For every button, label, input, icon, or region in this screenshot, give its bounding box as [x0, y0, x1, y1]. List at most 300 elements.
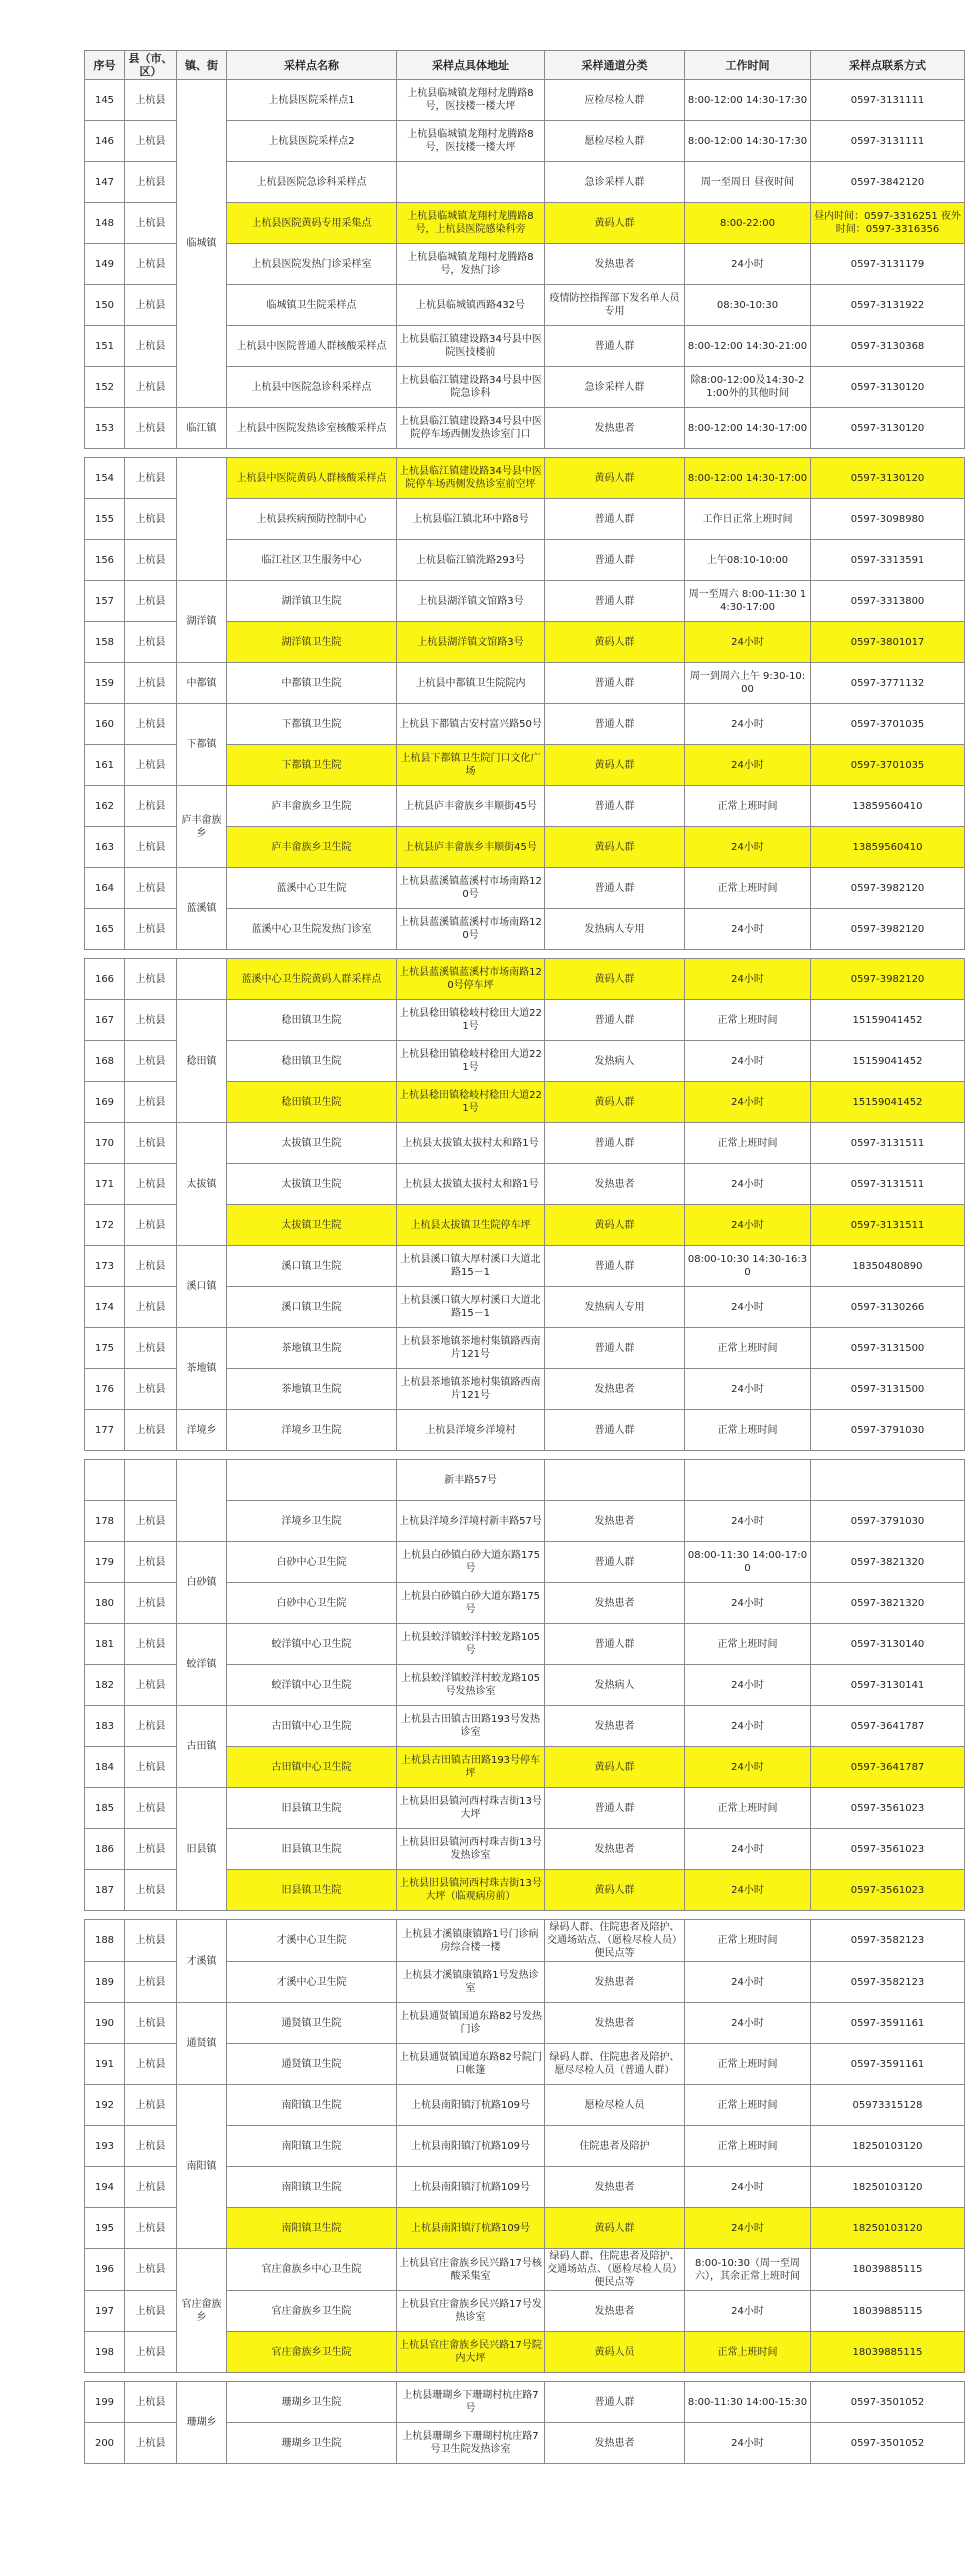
cell-county: 上杭县 [125, 868, 177, 909]
cell-no: 163 [85, 827, 125, 868]
section-gap [85, 950, 965, 959]
cell-phone: 0597-3501052 [811, 2382, 965, 2423]
cell-category: 普通人群 [545, 1246, 685, 1287]
cell-address: 上杭县临城镇龙翔村龙腾路8号，医技楼一楼大坪 [397, 80, 545, 121]
cell-no: 154 [85, 458, 125, 499]
cell-name: 上杭县医院发热门诊采样室 [227, 244, 397, 285]
cell-hours: 24小时 [685, 622, 811, 663]
table-row [85, 663, 965, 704]
cell-no: 145 [85, 80, 125, 121]
cell-hours: 工作日正常上班时间 [685, 499, 811, 540]
cell-county: 上杭县 [125, 2044, 177, 2085]
cell-hours: 08:30-10:30 [685, 285, 811, 326]
cell-no: 178 [85, 1501, 125, 1542]
cell-phone: 0597-3561023 [811, 1788, 965, 1829]
cell-county: 上杭县 [125, 704, 177, 745]
cell-hours: 正常上班时间 [685, 1328, 811, 1369]
table-row [85, 80, 965, 121]
cell-phone: 0597-3131179 [811, 244, 965, 285]
cell-phone: 18350480890 [811, 1246, 965, 1287]
cell-county: 上杭县 [125, 2291, 177, 2332]
cell-category: 黄码人群 [545, 1747, 685, 1788]
cell-address: 上杭县茶地镇茶地村集镇路西南片121号 [397, 1369, 545, 1410]
cell-address: 上杭县蛟洋镇蛟洋村蛟龙路105号 [397, 1624, 545, 1665]
cell-hours: 24小时 [685, 1706, 811, 1747]
table-header-row [85, 51, 965, 80]
cell-category: 发热患者 [545, 1583, 685, 1624]
cell-no: 146 [85, 121, 125, 162]
cell-no: 187 [85, 1870, 125, 1911]
cell-phone: 0597-3591161 [811, 2003, 965, 2044]
cell-category: 普通人群 [545, 1542, 685, 1583]
cell-category: 黄码人群 [545, 1870, 685, 1911]
cell-category: 普通人群 [545, 499, 685, 540]
cell-category: 发热患者 [545, 2423, 685, 2464]
cell-name: 珊瑚乡卫生院 [227, 2382, 397, 2423]
cell-phone: 0597-3982120 [811, 909, 965, 950]
cell-no: 149 [85, 244, 125, 285]
cell-name: 旧县镇卫生院 [227, 1829, 397, 1870]
cell-no: 185 [85, 1788, 125, 1829]
cell-no: 191 [85, 2044, 125, 2085]
section-gap [85, 449, 965, 458]
cell-address: 上杭县临江镇洗路293号 [397, 540, 545, 581]
cell-address: 上杭县蓝溪镇蓝溪村市场南路120号停车坪 [397, 959, 545, 1000]
cell-county: 上杭县 [125, 1246, 177, 1287]
cell-hours: 周一到周六上午 9:30-10:00 [685, 663, 811, 704]
cell-phone: 0597-3313591 [811, 540, 965, 581]
header-phone: 采样点联系方式 [811, 51, 965, 80]
cell-hours: 正常上班时间 [685, 1788, 811, 1829]
cell-county: 上杭县 [125, 408, 177, 449]
cell-county: 上杭县 [125, 827, 177, 868]
cell-no: 184 [85, 1747, 125, 1788]
cell-name: 庐丰畲族乡卫生院 [227, 786, 397, 827]
cell-category: 发热患者 [545, 2167, 685, 2208]
cell-address: 上杭县湖洋镇文馆路3号 [397, 581, 545, 622]
cell-category: 普通人群 [545, 663, 685, 704]
cell-hours: 24小时 [685, 1583, 811, 1624]
cell-no: 180 [85, 1583, 125, 1624]
cell-county: 上杭县 [125, 1665, 177, 1706]
table-row [85, 1624, 965, 1665]
cell-hours: 24小时 [685, 827, 811, 868]
cell-category: 发热病人专用 [545, 1287, 685, 1328]
cell-county: 上杭县 [125, 1287, 177, 1328]
cell-address: 上杭县太拔镇太拔村太和路1号 [397, 1164, 545, 1205]
cell-hours: 8:00-12:00 14:30-21:00 [685, 326, 811, 367]
cell-address: 上杭县旧县镇河西村珠吉街13号大坪 [397, 1788, 545, 1829]
cell-no [85, 1460, 125, 1501]
cell-name: 上杭县中医院发热诊室核酸采样点 [227, 408, 397, 449]
cell-town: 下都镇 [177, 704, 227, 786]
cell-town: 古田镇 [177, 1706, 227, 1788]
cell-address: 新丰路57号 [397, 1460, 545, 1501]
cell-address: 上杭县蓝溪镇蓝溪村市场南路120号 [397, 909, 545, 950]
cell-no: 152 [85, 367, 125, 408]
cell-phone: 15159041452 [811, 1041, 965, 1082]
cell-phone: 18039885115 [811, 2249, 965, 2291]
cell-address: 上杭县南阳镇汀杭路109号 [397, 2085, 545, 2126]
cell-category: 发热患者 [545, 408, 685, 449]
cell-name: 上杭县中医院普通人群核酸采样点 [227, 326, 397, 367]
cell-name: 南阳镇卫生院 [227, 2167, 397, 2208]
cell-address: 上杭县通贤镇国道东路82号发热门诊 [397, 2003, 545, 2044]
cell-no: 173 [85, 1246, 125, 1287]
cell-phone: 0597-3701035 [811, 745, 965, 786]
cell-county: 上杭县 [125, 1542, 177, 1583]
cell-category: 黄码人群 [545, 1205, 685, 1246]
cell-address: 上杭县稔田镇稔岐村稔田大道221号 [397, 1000, 545, 1041]
cell-county: 上杭县 [125, 1583, 177, 1624]
cell-address: 上杭县蓝溪镇蓝溪村市场南路120号 [397, 868, 545, 909]
cell-category: 发热患者 [545, 1369, 685, 1410]
cell-county: 上杭县 [125, 285, 177, 326]
cell-category: 普通人群 [545, 868, 685, 909]
table-row [85, 704, 965, 745]
cell-county: 上杭县 [125, 2003, 177, 2044]
cell-address: 上杭县旧县镇河西村珠吉街13号发热诊室 [397, 1829, 545, 1870]
cell-county: 上杭县 [125, 2249, 177, 2291]
cell-category: 发热患者 [545, 1706, 685, 1747]
cell-category: 黄码人群 [545, 203, 685, 244]
cell-name: 庐丰畲族乡卫生院 [227, 827, 397, 868]
section-gap [85, 1451, 965, 1460]
cell-name: 才溪中心卫生院 [227, 1920, 397, 1962]
cell-name: 上杭县医院采样点1 [227, 80, 397, 121]
cell-name: 通贤镇卫生院 [227, 2044, 397, 2085]
cell-county: 上杭县 [125, 162, 177, 203]
table-row [85, 1123, 965, 1164]
cell-no: 158 [85, 622, 125, 663]
cell-phone: 0597-3982120 [811, 959, 965, 1000]
cell-category: 普通人群 [545, 540, 685, 581]
cell-hours: 24小时 [685, 1369, 811, 1410]
cell-phone: 0597-3771132 [811, 663, 965, 704]
cell-phone: 0597-3801017 [811, 622, 965, 663]
table-body [85, 80, 965, 2464]
cell-county: 上杭县 [125, 2167, 177, 2208]
cell-address: 上杭县白砂镇白砂大道东路175号 [397, 1583, 545, 1624]
cell-no: 196 [85, 2249, 125, 2291]
cell-phone: 0597-3641787 [811, 1706, 965, 1747]
cell-phone: 0597-3501052 [811, 2423, 965, 2464]
cell-phone: 15159041452 [811, 1000, 965, 1041]
cell-hours: 24小时 [685, 704, 811, 745]
cell-hours: 除8:00-12:00及14:30-21:00外的其他时间 [685, 367, 811, 408]
cell-category: 发热患者 [545, 2291, 685, 2332]
cell-phone: 0597-3131111 [811, 121, 965, 162]
cell-phone: 0597-3561023 [811, 1829, 965, 1870]
cell-category: 发热患者 [545, 2003, 685, 2044]
section-gap-cell [85, 449, 965, 458]
cell-hours: 08:00-10:30 14:30-16:30 [685, 1246, 811, 1287]
header-name: 采样点名称 [227, 51, 397, 80]
cell-category: 绿码人群、住院患者及陪护、交通场站点、（愿检尽检人员）便民点等 [545, 2249, 685, 2291]
cell-category: 黄码人群 [545, 745, 685, 786]
cell-name: 官庄畲族乡卫生院 [227, 2332, 397, 2373]
cell-name: 临城镇卫生院采样点 [227, 285, 397, 326]
cell-name: 下都镇卫生院 [227, 745, 397, 786]
cell-town [177, 458, 227, 581]
cell-hours: 8:00-12:00 14:30-17:30 [685, 121, 811, 162]
cell-county: 上杭县 [125, 2126, 177, 2167]
cell-town: 湖洋镇 [177, 581, 227, 663]
section-gap-cell [85, 1911, 965, 1920]
cell-no: 194 [85, 2167, 125, 2208]
cell-hours: 8:00-12:00 14:30-17:00 [685, 458, 811, 499]
cell-county: 上杭县 [125, 1328, 177, 1369]
cell-category: 住院患者及陪护 [545, 2126, 685, 2167]
sampling-sites-page [84, 50, 964, 2464]
cell-no: 151 [85, 326, 125, 367]
cell-name: 上杭县中医院急诊科采样点 [227, 367, 397, 408]
cell-phone: 18250103120 [811, 2208, 965, 2249]
cell-town: 溪口镇 [177, 1246, 227, 1328]
cell-phone: 0597-3130120 [811, 408, 965, 449]
cell-address: 上杭县溪口镇大厚村溪口大道北路15－1 [397, 1287, 545, 1328]
cell-phone: 05973315128 [811, 2085, 965, 2126]
cell-address: 上杭县太拔镇卫生院停车坪 [397, 1205, 545, 1246]
cell-category: 普通人群 [545, 2382, 685, 2423]
table-row [85, 2003, 965, 2044]
cell-category: 发热病人专用 [545, 909, 685, 950]
table-row [85, 581, 965, 622]
cell-phone: 0597-3582123 [811, 1962, 965, 2003]
cell-no: 172 [85, 1205, 125, 1246]
cell-phone: 0597-3131511 [811, 1123, 965, 1164]
cell-hours: 24小时 [685, 1501, 811, 1542]
cell-category: 普通人群 [545, 1410, 685, 1451]
table-row [85, 959, 965, 1000]
cell-no: 193 [85, 2126, 125, 2167]
cell-no: 157 [85, 581, 125, 622]
cell-name: 珊瑚乡卫生院 [227, 2423, 397, 2464]
cell-no: 171 [85, 1164, 125, 1205]
cell-phone: 0597-3131922 [811, 285, 965, 326]
cell-county: 上杭县 [125, 1870, 177, 1911]
cell-phone: 13859560410 [811, 827, 965, 868]
cell-name: 南阳镇卫生院 [227, 2126, 397, 2167]
cell-hours: 24小时 [685, 1041, 811, 1082]
cell-phone: 0597-3130140 [811, 1624, 965, 1665]
section-gap [85, 1911, 965, 1920]
header-town: 镇、街 [177, 51, 227, 80]
cell-name: 才溪中心卫生院 [227, 1962, 397, 2003]
sampling-sites-table [84, 50, 965, 2464]
table-row [85, 408, 965, 449]
cell-name: 蓝溪中心卫生院黄码人群采样点 [227, 959, 397, 1000]
cell-address: 上杭县古田镇古田路193号停车坪 [397, 1747, 545, 1788]
cell-address: 上杭县旧县镇河西村珠吉街13号大坪（临观病房前） [397, 1870, 545, 1911]
cell-hours: 24小时 [685, 1870, 811, 1911]
cell-name: 南阳镇卫生院 [227, 2208, 397, 2249]
cell-no: 199 [85, 2382, 125, 2423]
cell-category [545, 1460, 685, 1501]
cell-county: 上杭县 [125, 1410, 177, 1451]
cell-phone: 18039885115 [811, 2291, 965, 2332]
cell-hours: 8:00-12:00 14:30-17:00 [685, 408, 811, 449]
cell-county: 上杭县 [125, 1205, 177, 1246]
table-row [85, 2382, 965, 2423]
cell-address: 上杭县南阳镇汀杭路109号 [397, 2167, 545, 2208]
cell-no: 167 [85, 1000, 125, 1041]
cell-phone: 0597-3130120 [811, 367, 965, 408]
cell-hours: 24小时 [685, 959, 811, 1000]
cell-phone: 0597-3131500 [811, 1328, 965, 1369]
cell-address: 上杭县珊瑚乡下珊瑚村杭庄路7号卫生院发热诊室 [397, 2423, 545, 2464]
cell-county: 上杭县 [125, 2332, 177, 2373]
cell-no: 156 [85, 540, 125, 581]
table-row [85, 1460, 965, 1501]
table-row [85, 2085, 965, 2126]
cell-phone: 0597-3591161 [811, 2044, 965, 2085]
cell-category: 黄码人群 [545, 458, 685, 499]
cell-no: 147 [85, 162, 125, 203]
cell-address: 上杭县官庄畲族乡民兴路17号院内大坪 [397, 2332, 545, 2373]
cell-phone [811, 1460, 965, 1501]
cell-name: 太拔镇卫生院 [227, 1123, 397, 1164]
cell-no: 189 [85, 1962, 125, 2003]
cell-hours: 24小时 [685, 909, 811, 950]
cell-name: 上杭县医院采样点2 [227, 121, 397, 162]
cell-category: 发热患者 [545, 1829, 685, 1870]
cell-name: 通贤镇卫生院 [227, 2003, 397, 2044]
header-category: 采样通道分类 [545, 51, 685, 80]
cell-county: 上杭县 [125, 745, 177, 786]
cell-category: 愿检尽检人群 [545, 121, 685, 162]
cell-name: 稔田镇卫生院 [227, 1082, 397, 1123]
cell-category: 发热病人 [545, 1041, 685, 1082]
cell-county: 上杭县 [125, 121, 177, 162]
cell-hours: 正常上班时间 [685, 2085, 811, 2126]
cell-hours: 正常上班时间 [685, 2126, 811, 2167]
cell-no: 190 [85, 2003, 125, 2044]
cell-no: 182 [85, 1665, 125, 1706]
cell-county: 上杭县 [125, 1962, 177, 2003]
cell-category: 普通人群 [545, 581, 685, 622]
cell-category: 愿检尽检人员 [545, 2085, 685, 2126]
cell-phone: 0597-3791030 [811, 1410, 965, 1451]
cell-county: 上杭县 [125, 540, 177, 581]
cell-name [227, 1460, 397, 1501]
cell-address: 上杭县临江镇建设路34号县中医院医技楼前 [397, 326, 545, 367]
cell-no: 160 [85, 704, 125, 745]
cell-phone: 0597-3561023 [811, 1870, 965, 1911]
cell-county: 上杭县 [125, 2208, 177, 2249]
cell-hours: 正常上班时间 [685, 868, 811, 909]
cell-name: 南阳镇卫生院 [227, 2085, 397, 2126]
table-row [85, 1788, 965, 1829]
table-row [85, 1706, 965, 1747]
cell-category: 普通人群 [545, 1624, 685, 1665]
cell-town: 蓝溪镇 [177, 868, 227, 950]
cell-category: 黄码人群 [545, 959, 685, 1000]
cell-phone: 0597-3582123 [811, 1920, 965, 1962]
cell-no: 174 [85, 1287, 125, 1328]
cell-address: 上杭县古田镇古田路193号发热诊室 [397, 1706, 545, 1747]
cell-name: 茶地镇卫生院 [227, 1328, 397, 1369]
cell-town: 珊瑚乡 [177, 2382, 227, 2464]
cell-phone: 0597-3130120 [811, 458, 965, 499]
header-address: 采样点具体地址 [397, 51, 545, 80]
cell-hours: 08:00-11:30 14:00-17:00 [685, 1542, 811, 1583]
cell-county: 上杭县 [125, 1624, 177, 1665]
cell-phone: 13859560410 [811, 786, 965, 827]
table-row [85, 1542, 965, 1583]
cell-name: 上杭县中医院黄码人群核酸采样点 [227, 458, 397, 499]
cell-category: 绿码人群、住院患者及陪护、交通场站点、（愿检尽检人员）便民点等 [545, 1920, 685, 1962]
table-row [85, 1410, 965, 1451]
cell-name: 溪口镇卫生院 [227, 1246, 397, 1287]
cell-phone: 0597-3131511 [811, 1205, 965, 1246]
cell-address: 上杭县溪口镇大厚村溪口大道北路15－1 [397, 1246, 545, 1287]
cell-hours: 正常上班时间 [685, 786, 811, 827]
cell-no: 159 [85, 663, 125, 704]
cell-hours: 24小时 [685, 2003, 811, 2044]
cell-hours: 8:00-22:00 [685, 203, 811, 244]
cell-hours: 8:00-12:00 14:30-17:30 [685, 80, 811, 121]
cell-no: 153 [85, 408, 125, 449]
table-row [85, 786, 965, 827]
cell-phone: 0597-3821320 [811, 1583, 965, 1624]
cell-name: 湖洋镇卫生院 [227, 581, 397, 622]
cell-address: 上杭县蛟洋镇蛟洋村蛟龙路105号发热诊室 [397, 1665, 545, 1706]
cell-no: 148 [85, 203, 125, 244]
cell-category: 普通人群 [545, 1788, 685, 1829]
cell-hours: 周一至周日 昼夜时间 [685, 162, 811, 203]
cell-phone: 18250103120 [811, 2167, 965, 2208]
cell-address: 上杭县稔田镇稔岐村稔田大道221号 [397, 1082, 545, 1123]
cell-name: 洋境乡卫生院 [227, 1501, 397, 1542]
cell-no: 155 [85, 499, 125, 540]
cell-address: 上杭县临江镇建设路34号县中医院停车场西侧发热诊室门口 [397, 408, 545, 449]
cell-category: 黄码人群 [545, 622, 685, 663]
cell-county: 上杭县 [125, 1082, 177, 1123]
cell-no: 177 [85, 1410, 125, 1451]
cell-name: 蓝溪中心卫生院 [227, 868, 397, 909]
cell-address: 上杭县才溪镇康镇路1号门诊病房综合楼一楼 [397, 1920, 545, 1962]
cell-name: 湖洋镇卫生院 [227, 622, 397, 663]
cell-address: 上杭县太拔镇太拔村太和路1号 [397, 1123, 545, 1164]
cell-phone: 0597-3130368 [811, 326, 965, 367]
cell-hours: 24小时 [685, 2167, 811, 2208]
cell-hours: 正常上班时间 [685, 1123, 811, 1164]
cell-category: 绿码人群、住院患者及陪护、愿尽尽检人员（普通人群） [545, 2044, 685, 2085]
cell-county: 上杭县 [125, 2085, 177, 2126]
cell-hours: 正常上班时间 [685, 1624, 811, 1665]
cell-phone: 0597-3701035 [811, 704, 965, 745]
cell-hours: 24小时 [685, 1665, 811, 1706]
cell-address: 上杭县下都镇卫生院门口文化广场 [397, 745, 545, 786]
cell-phone: 0597-3130266 [811, 1287, 965, 1328]
cell-county: 上杭县 [125, 1000, 177, 1041]
cell-address: 上杭县茶地镇茶地村集镇路西南片121号 [397, 1328, 545, 1369]
cell-category: 急诊采样人群 [545, 162, 685, 203]
cell-category: 应检尽检人群 [545, 80, 685, 121]
cell-name: 洋境乡卫生院 [227, 1410, 397, 1451]
cell-phone: 0597-3313800 [811, 581, 965, 622]
cell-hours: 24小时 [685, 1082, 811, 1123]
cell-county: 上杭县 [125, 326, 177, 367]
cell-hours: 24小时 [685, 244, 811, 285]
cell-hours: 24小时 [685, 2208, 811, 2249]
table-row [85, 1000, 965, 1041]
cell-county: 上杭县 [125, 1164, 177, 1205]
cell-hours: 24小时 [685, 745, 811, 786]
cell-town: 稔田镇 [177, 1000, 227, 1123]
cell-phone: 0597-3131511 [811, 1164, 965, 1205]
